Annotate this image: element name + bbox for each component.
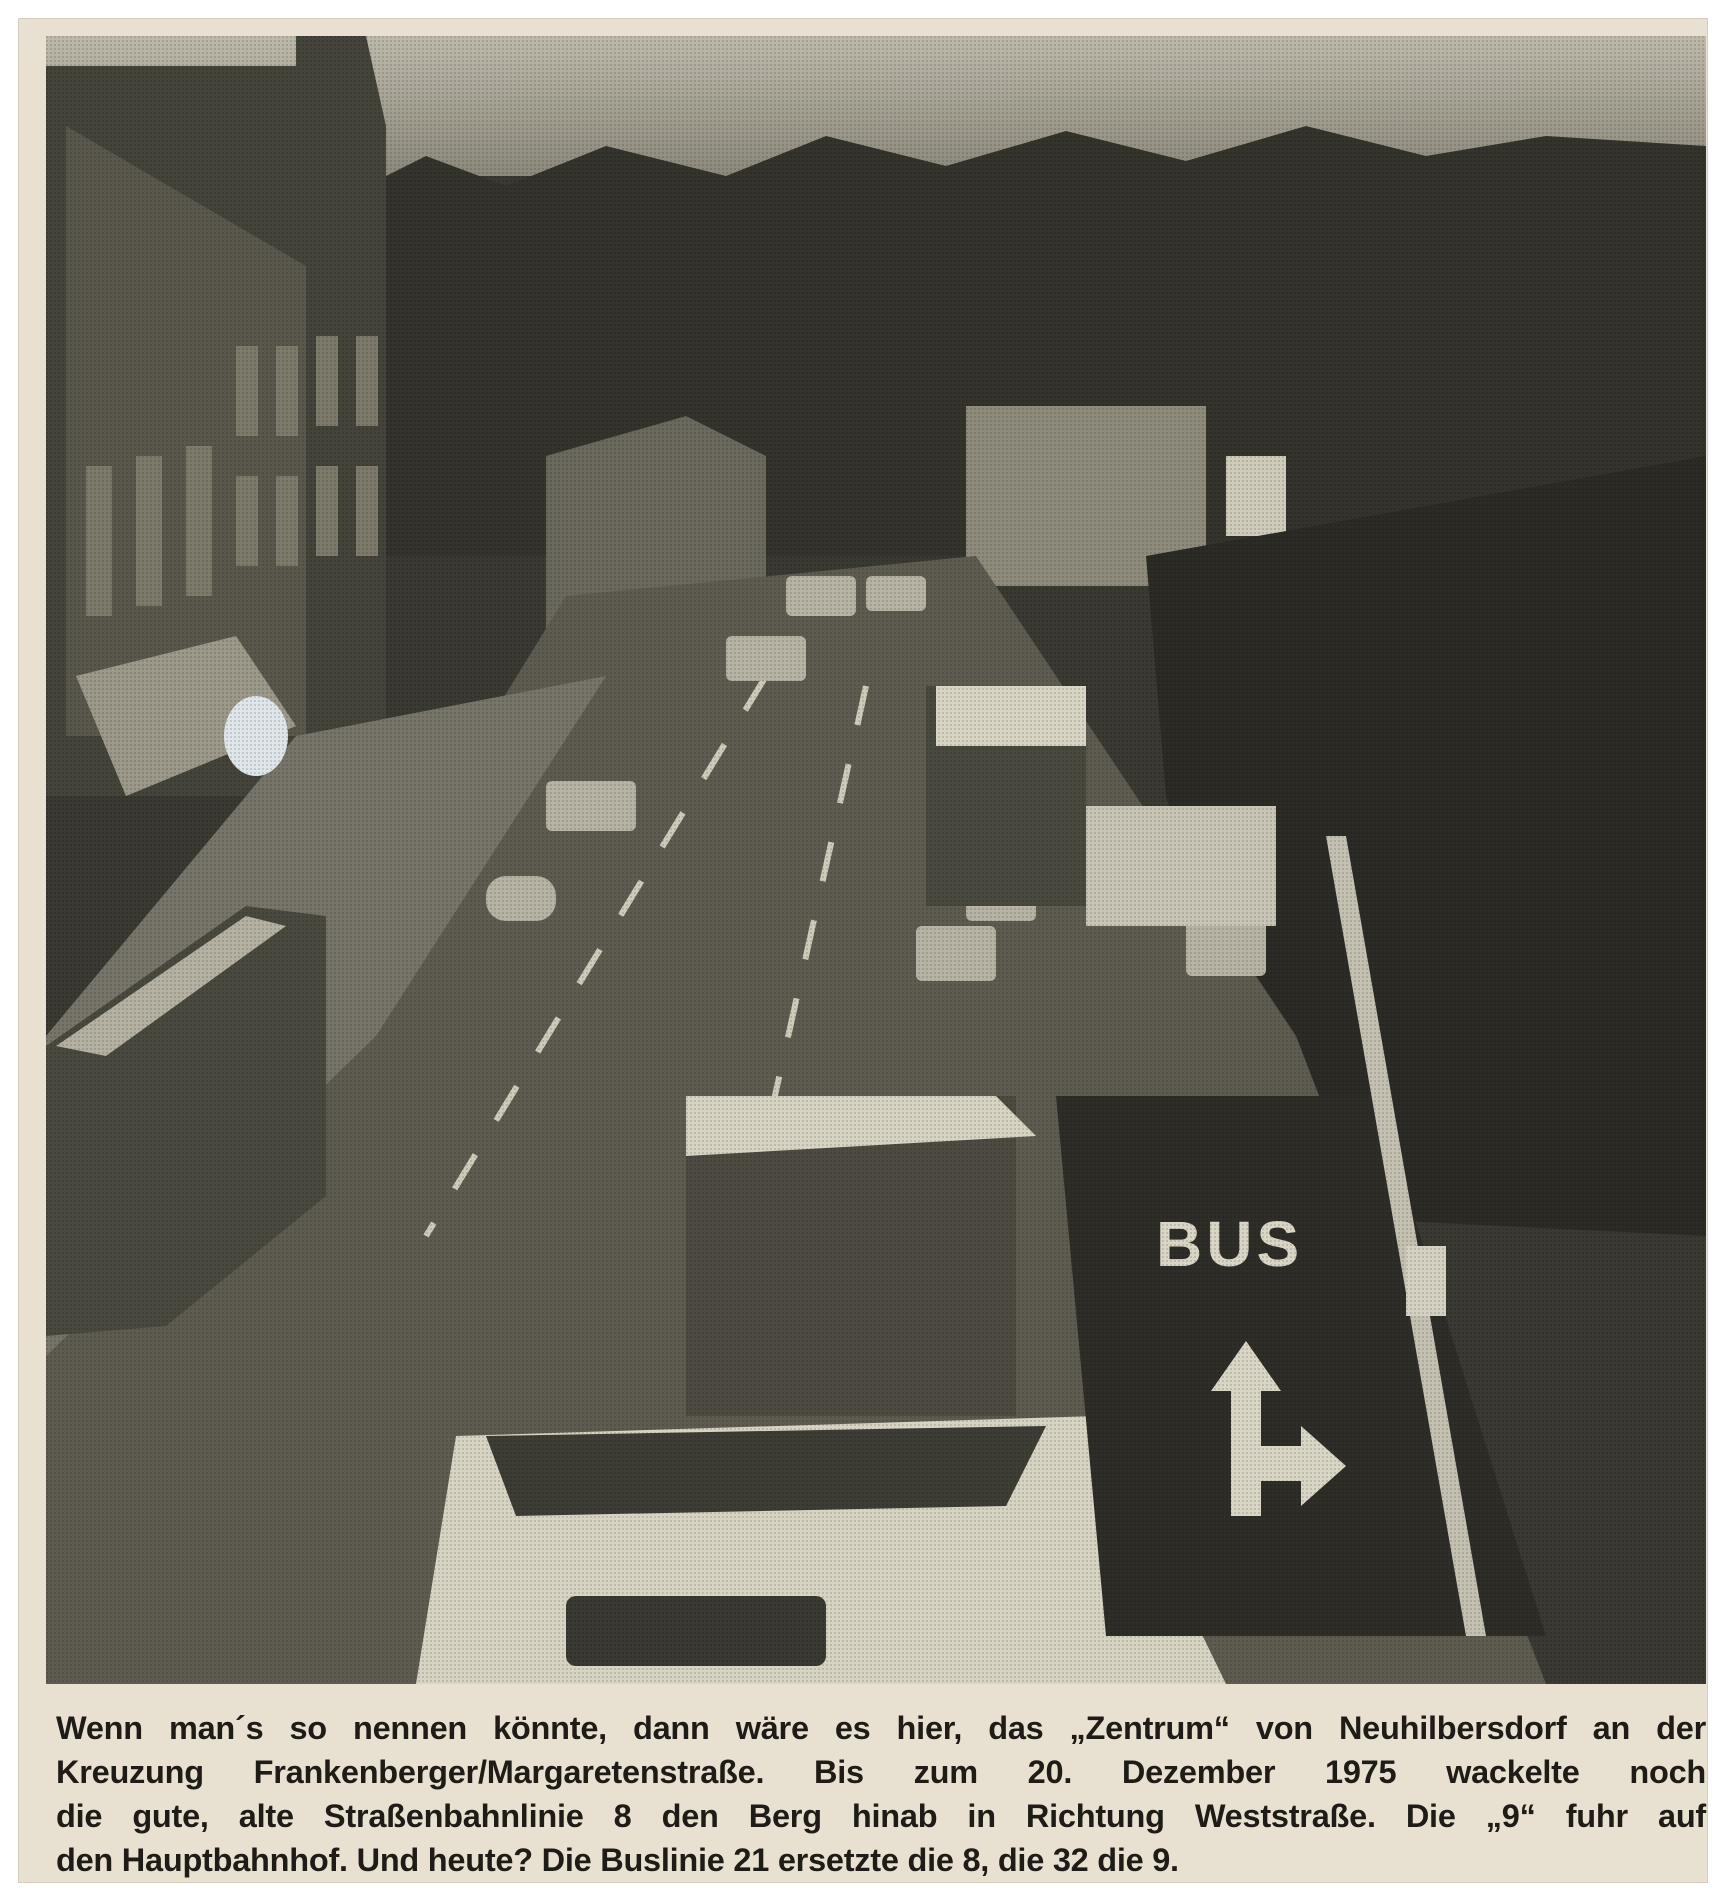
street-scene-illustration: [46, 36, 1706, 1684]
caption-line: den Hauptbahnhof. Und heute? Die Buslinie 21 ersetzte die 8, die 32 die 9.: [56, 1842, 1179, 1878]
caption-line: Kreuzung Frankenberger/Margaretenstraße. Bis zum 20. Dezember 1975 wackelte noch: [56, 1754, 1706, 1790]
caption-line: Wenn man´s so nennen könnte, dann wäre es hier, das „Zentrum“ von Neuhilbersdorf an der: [56, 1710, 1706, 1746]
caption-line: die gute, alte Straßenbahnlinie 8 den Berg hinab in Richtung Weststraße. Die „9“ fuhr auf: [56, 1798, 1706, 1834]
street-photo: [46, 36, 1706, 1684]
newspaper-clipping: [18, 18, 1708, 1883]
photo-caption: [56, 1706, 1706, 1882]
